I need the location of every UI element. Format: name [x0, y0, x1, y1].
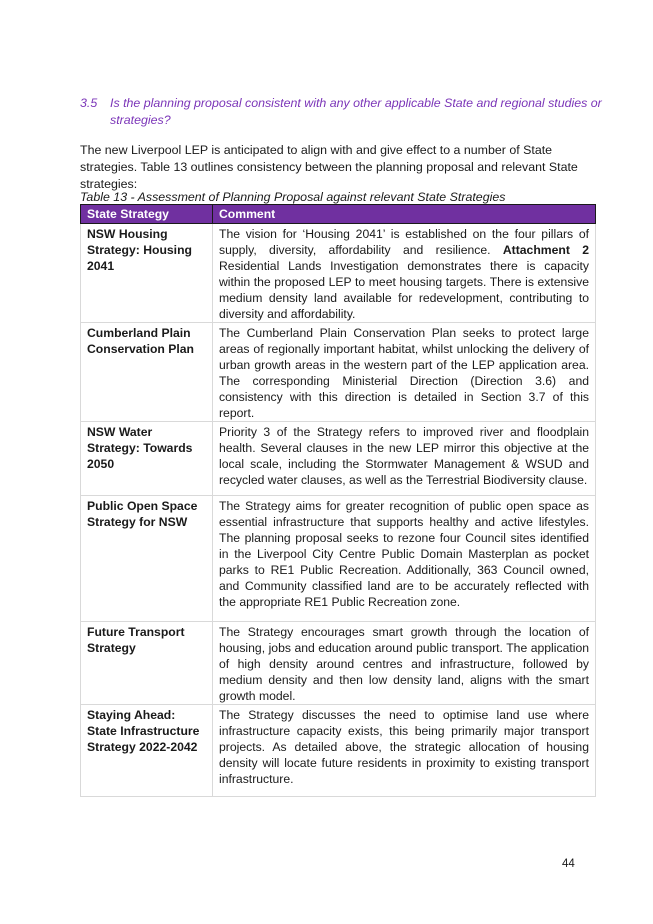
strategy-name: Future Transport Strategy	[81, 622, 213, 705]
strategy-comment	[213, 224, 596, 323]
comment-text: Residential Lands Investigation demonstrates there is capacity within the proposed LEP to meet housing targets. There is extensive medium density land available for redevelopment, contributing to diversity and affordability.	[219, 259, 589, 321]
section-number: 3.5	[80, 96, 98, 110]
table-row	[81, 323, 596, 422]
strategy-name: Cumberland Plain Conservation Plan	[81, 323, 213, 422]
table-row	[81, 496, 596, 622]
comment-text: The vision for ‘Housing 2041’ is established on the four pillars of supply, diversity, affordability and resilience.	[219, 227, 589, 257]
attachment-reference: Attachment 2	[502, 243, 590, 257]
table-row	[81, 422, 596, 496]
section-heading	[80, 95, 610, 129]
strategy-comment: The Cumberland Plain Conservation Plan seeks to protect large areas of regionally important habitat, whilst unlocking the delivery of urban growth areas in the western part of the LEP application area. The corresponding Ministerial Direction (Direction 3.6) and consistency with this direction is detailed in Section 3.7 of this report.	[213, 323, 596, 422]
strategy-table	[80, 204, 596, 797]
table-row	[81, 622, 596, 705]
strategy-comment: The Strategy encourages smart growth through the location of housing, jobs and education around public transport. The application of high density around centres and infrastructure, followed by medium density and then low density land, aligns with the smart growth model.	[213, 622, 596, 705]
strategy-comment: The Strategy discusses the need to optimise land use where infrastructure capacity exists, this being primarily major transport projects. As detailed above, the strategic allocation of housing density will locate future residents in proximity to existing transport infrastructure.	[213, 705, 596, 797]
intro-paragraph: The new Liverpool LEP is anticipated to align with and give effect to a number of State strategies. Table 13 outlines consistency between the planning proposal and relevant State strategies:	[80, 143, 578, 191]
page-number: 44	[562, 858, 575, 870]
strategy-name: NSW Water Strategy: Towards 2050	[81, 422, 213, 496]
table-row	[81, 705, 596, 797]
strategy-comment: The Strategy aims for greater recognition of public open space as essential infrastructure that supports healthy and active lifestyles. The planning proposal seeks to rezone four Council sites identified in the Liverpool City Centre Public Domain Masterplan as pocket parks to RE1 Public Recreation. Additionally, 363 Council owned, and Community classified land are to be accurately reflected with the appropriate RE1 Public Recreation zone.	[213, 496, 596, 622]
table-header-row	[81, 205, 596, 224]
table-row	[81, 224, 596, 323]
header-state-strategy: State Strategy	[81, 205, 213, 224]
strategy-name: NSW Housing Strategy: Housing 2041	[81, 224, 213, 323]
section-question: Is the planning proposal consistent with any other applicable State and regional studies or strategies?	[110, 96, 602, 127]
table-caption: Table 13 - Assessment of Planning Proposal against relevant State Strategies	[80, 190, 506, 204]
strategy-name: Public Open Space Strategy for NSW	[81, 496, 213, 622]
strategy-comment: Priority 3 of the Strategy refers to improved river and floodplain health. Several clauses in the new LEP mirror this objective at the local scale, including the Stormwater Management & WSUD and recycled water clauses, as well as the Terrestrial Biodiversity clause.	[213, 422, 596, 496]
header-comment: Comment	[213, 205, 596, 224]
strategy-name: Staying Ahead: State Infrastructure Strategy 2022-2042	[81, 705, 213, 797]
